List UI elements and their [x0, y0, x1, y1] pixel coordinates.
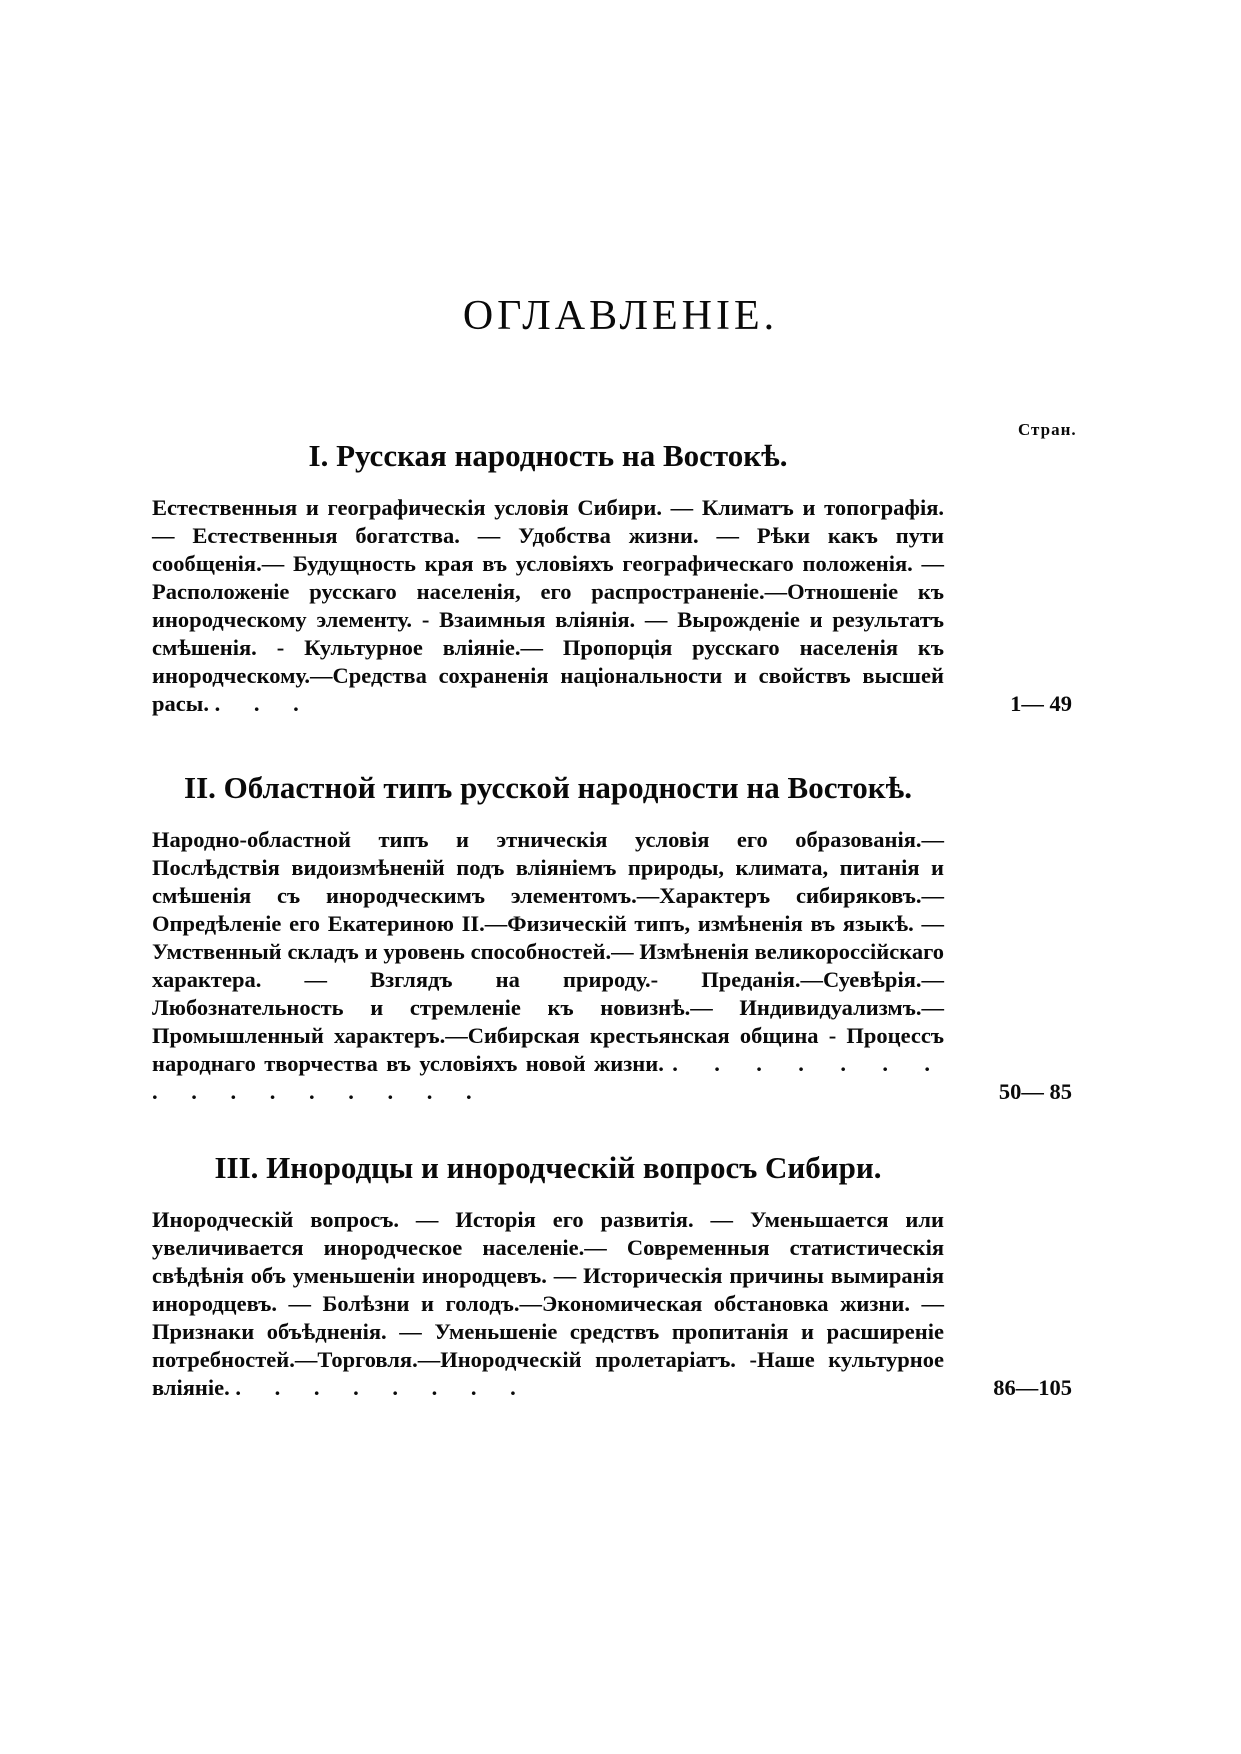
chapter-summary [152, 826, 944, 1106]
summary-text: Инородческій вопросъ. — Исторія его развитія. — Уменьшается или увеличивается инородческое населеніе.— Современныя статистическія свѣдѣнія объ уменьшеніи инородцевъ. — Историческія причины вымиранія инородцевъ. — Болѣзни и голодъ.—Экономическая обстановка жизни. — Признаки объѣдненія. — Уменьшеніе средствъ пропитанія и расширеніе потребностей.—Торговля.—Инородческій пролетаріатъ. -Наше культурное вліяніе. [152, 1207, 944, 1400]
chapter-entry [152, 494, 1072, 718]
page-range: 86—105 [993, 1375, 1072, 1400]
summary-text: Народно-областной типъ и этническія условія его образованія.— Послѣдствія видоизмѣненій подъ вліяніемъ природы, климата, питанія и смѣшенія съ инородческимъ элементомъ.—Характеръ сибиряковъ.—Опредѣленіе его Екатериною II.—Физическій типъ, измѣненія въ языкѣ. — Умственный складъ и уровень способностей.— Измѣненія великороссійскаго характера. — Взглядъ на природу.- Преданія.—Суевѣрія.—Любознательность и стремленіе къ новизнѣ.— Индивидуализмъ.—Промышленный характеръ.—Сибирская крестьянская община - Процессъ народнаго творчества въ условіяхъ новой жизни. [152, 827, 944, 1076]
chapter-heading: II. Областной типъ русской народности на Востокѣ. [184, 770, 912, 805]
chapter-2 [152, 770, 1072, 1106]
chapter-entry [152, 1206, 1072, 1402]
chapter-3 [152, 1150, 1072, 1402]
chapter-entry [152, 826, 1072, 1106]
chapter-heading: I. Русская народность на Востокѣ. [308, 438, 788, 473]
chapter-summary [152, 1206, 944, 1402]
page-title: ОГЛАВЛЕНІЕ. [462, 293, 779, 339]
chapter-1 [152, 438, 1072, 718]
page-column-label: Стран. [1018, 420, 1077, 439]
dot-leader: . . . [214, 691, 313, 716]
dot-leader: . . . . . . . . [235, 1375, 530, 1400]
chapter-heading: III. Инородцы и инородческій вопросъ Сибири. [214, 1150, 882, 1185]
page-range: 50— 85 [998, 1079, 1072, 1104]
summary-text: Естественныя и географическія условія Сибири. — Климатъ и топографія. — Естественныя богатства. — Удобства жизни. — Рѣки какъ пути сообщенія.— Будущность края въ условіяхъ географическаго положенія. — Расположеніе русскаго населенія, его распространеніе.—Отношеніе къ инородческому элементу. - Взаимныя вліянія. — Вырожденіе и результатъ смѣшенія. - Культурное вліяніе.— Пропорція русскаго населенія къ инородческому.—Средства сохраненія національности и свойствъ высшей расы. [152, 495, 944, 716]
chapter-summary [152, 494, 944, 718]
dot-leader: . . . . . . . . . . . . . . . . [152, 1051, 945, 1104]
page-range: 1— 49 [1010, 691, 1072, 716]
